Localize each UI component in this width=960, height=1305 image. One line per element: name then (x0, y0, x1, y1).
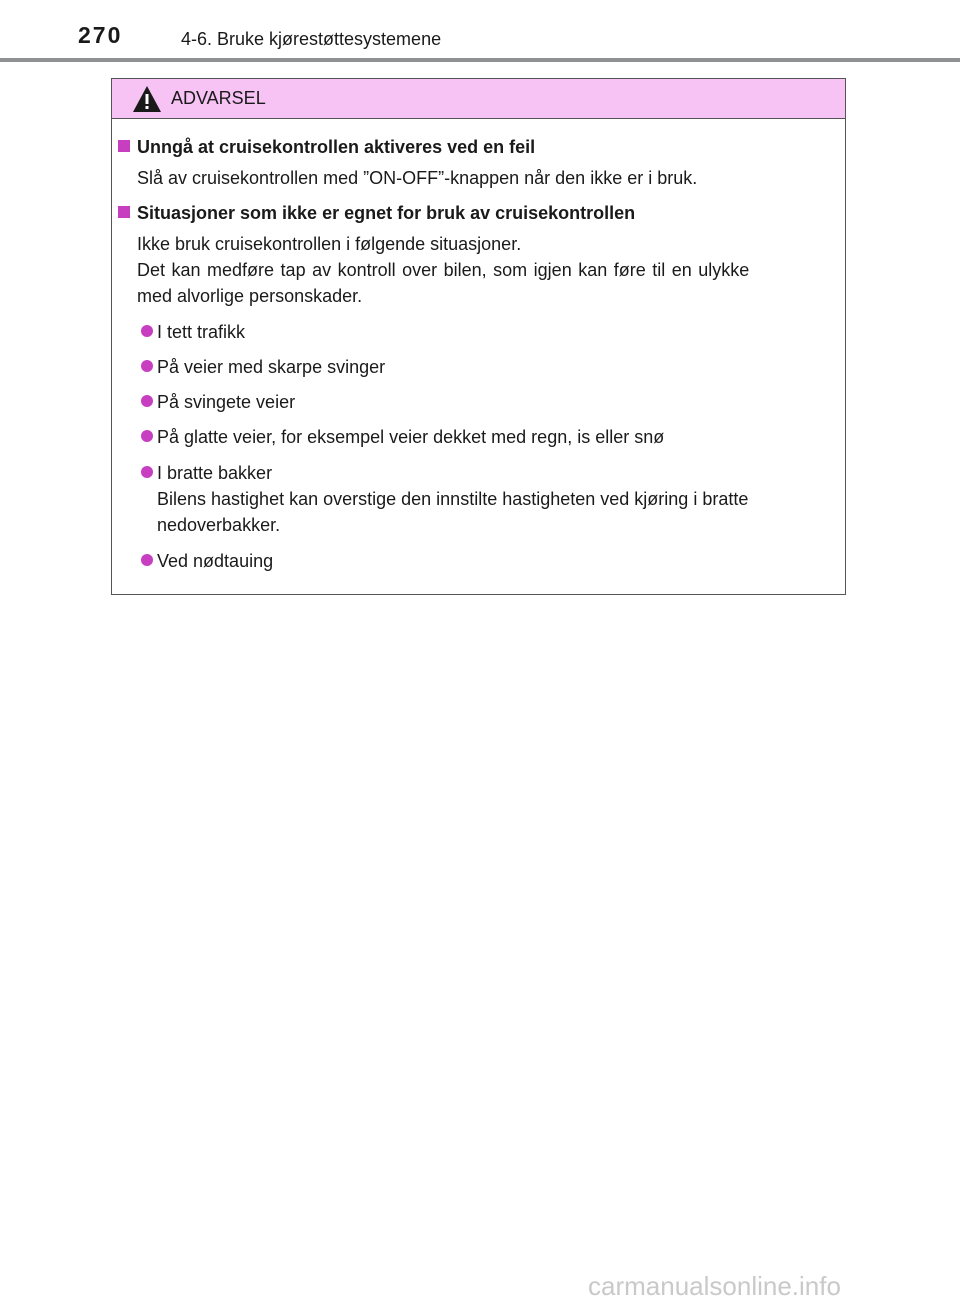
paragraph (137, 231, 842, 309)
square-bullet-icon (118, 206, 130, 218)
paragraph (137, 165, 842, 191)
list-item: I bratte bakker (141, 460, 272, 486)
list-item: Ved nødtauing (141, 548, 273, 574)
list-item: På veier med skarpe svinger (141, 354, 385, 380)
section-title: 4-6. Bruke kjørestøttesystemene (181, 29, 442, 49)
text-line: Slå av cruisekontrollen med ”ON-OFF”-knappen når den ikke er i bruk. (137, 168, 698, 188)
warning-header (112, 79, 845, 119)
text-line: Bilens hastighet kan overstige den innstilte hastigheten ved kjøring i bratte (157, 489, 749, 509)
round-bullet-icon (141, 325, 153, 337)
round-bullet-icon (141, 466, 153, 478)
warning-box (111, 78, 846, 595)
round-bullet-icon (141, 430, 153, 442)
header-rule (0, 58, 960, 62)
warning-triangle-icon (132, 85, 162, 113)
watermark: carmanualsonline.info (588, 1271, 841, 1301)
round-bullet-icon (141, 554, 153, 566)
subheading-accidental-activation: Unngå at cruisekontrollen aktiveres ved en feil (118, 137, 535, 158)
square-bullet-icon (118, 140, 130, 152)
text-line: med alvorlige personskader. (137, 286, 363, 306)
list-item-detail (157, 486, 748, 538)
round-bullet-icon (141, 395, 153, 407)
list-item: I tett trafikk (141, 319, 245, 345)
list-item: På svingete veier (141, 389, 295, 415)
page-number: 270 (78, 22, 123, 48)
text-line: Ikke bruk cruisekontrollen i følgende situasjoner. (137, 234, 522, 254)
round-bullet-icon (141, 360, 153, 372)
list-item: På glatte veier, for eksempel veier dekket med regn, is eller snø (141, 424, 664, 450)
subheading-unsuitable-situations: Situasjoner som ikke er egnet for bruk av cruisekontrollen (118, 203, 635, 224)
text-line: Det kan medføre tap av kontroll over bilen, som igjen kan føre til en ulykke (137, 260, 750, 280)
text-line: nedoverbakker. (157, 515, 281, 535)
warning-label: ADVARSEL (171, 88, 266, 108)
page-header (0, 0, 960, 64)
